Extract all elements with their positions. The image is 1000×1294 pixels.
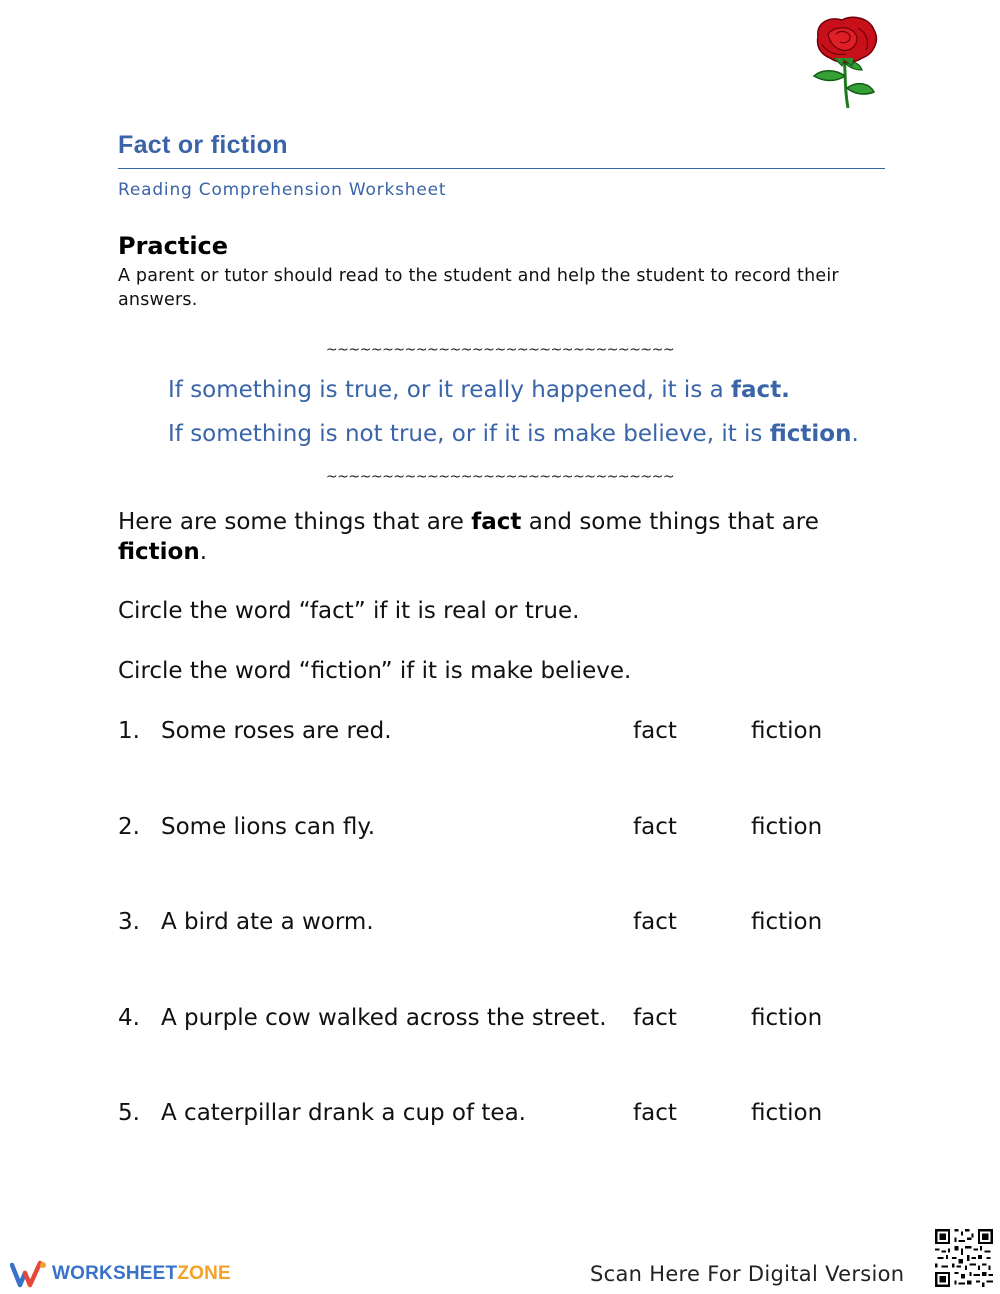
option-fact[interactable]: fact xyxy=(633,718,677,744)
question-item xyxy=(118,909,878,943)
intro-fact-word: fact xyxy=(471,509,522,535)
question-item xyxy=(118,814,878,848)
option-fiction[interactable]: fiction xyxy=(751,1005,823,1031)
scan-caption: Scan Here For Digital Version xyxy=(590,1262,905,1286)
worksheetzone-logo-icon xyxy=(10,1259,48,1289)
question-text: A caterpillar drank a cup of tea. xyxy=(161,1100,526,1126)
question-text: A purple cow walked across the street. xyxy=(161,1005,607,1031)
title-divider xyxy=(118,168,885,169)
question-number: 1. xyxy=(118,718,140,744)
intro-text-3: . xyxy=(199,539,208,565)
logo-word-worksheet: WORKSHEET xyxy=(52,1263,178,1284)
option-fiction[interactable]: fiction xyxy=(751,814,823,840)
option-fact[interactable]: fact xyxy=(633,1100,677,1126)
intro-fiction-word: fiction xyxy=(118,539,200,565)
worksheet-title: Fact or fiction xyxy=(118,131,288,159)
question-item xyxy=(118,718,878,752)
instruction-circle-fiction: Circle the word “fiction” if it is make believe. xyxy=(118,658,632,684)
question-number: 5. xyxy=(118,1100,140,1126)
intro-text-1: Here are some things that are xyxy=(118,509,472,535)
intro-paragraph xyxy=(118,507,878,567)
definition-fiction-period: . xyxy=(851,421,859,447)
rose-icon xyxy=(808,14,884,112)
worksheet-subtitle: Reading Comprehension Worksheet xyxy=(118,180,447,200)
question-text: Some roses are red. xyxy=(161,718,392,744)
question-text: Some lions can fly. xyxy=(161,814,376,840)
definition-fact xyxy=(168,377,790,403)
question-number: 3. xyxy=(118,909,140,935)
separator-bottom: ~~~~~~~~~~~~~~~~~~~~~~~~~~~~~~~ xyxy=(325,469,675,485)
instruction-circle-fact: Circle the word “fact” if it is real or true. xyxy=(118,598,580,624)
practice-instructions: A parent or tutor should read to the student and help the student to record their answers. xyxy=(118,266,839,310)
question-number: 4. xyxy=(118,1005,140,1031)
question-text: A bird ate a worm. xyxy=(161,909,374,935)
option-fiction[interactable]: fiction xyxy=(751,718,823,744)
definition-fiction xyxy=(168,421,859,447)
option-fiction[interactable]: fiction xyxy=(751,909,823,935)
option-fact[interactable]: fact xyxy=(633,814,677,840)
question-number: 2. xyxy=(118,814,140,840)
definition-fact-word: fact. xyxy=(731,377,790,403)
option-fiction[interactable]: fiction xyxy=(751,1100,823,1126)
separator-top: ~~~~~~~~~~~~~~~~~~~~~~~~~~~~~~~ xyxy=(325,342,675,358)
logo-wordmark xyxy=(52,1263,231,1285)
question-item xyxy=(118,1005,878,1039)
logo-word-zone: ZONE xyxy=(177,1263,231,1284)
intro-text-2: and some things that are xyxy=(521,509,819,535)
question-item xyxy=(118,1100,878,1134)
option-fact[interactable]: fact xyxy=(633,909,677,935)
definition-fiction-word: fiction xyxy=(769,421,852,447)
qr-code-icon[interactable] xyxy=(933,1227,995,1289)
definition-fiction-text: If something is not true, or if it is make believe, it is xyxy=(168,421,770,447)
practice-heading: Practice xyxy=(118,232,229,260)
definition-fact-text: If something is true, or it really happened, it is a xyxy=(168,377,732,403)
option-fact[interactable]: fact xyxy=(633,1005,677,1031)
